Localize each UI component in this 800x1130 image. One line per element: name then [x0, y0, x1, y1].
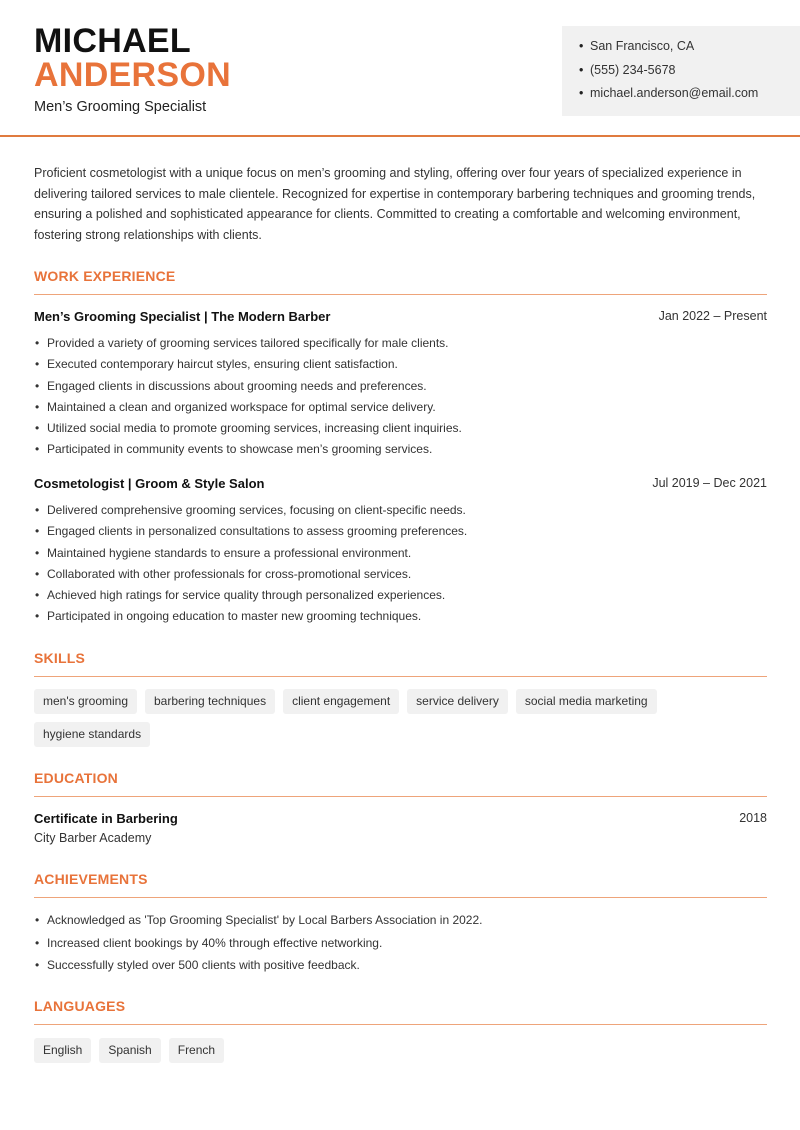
section-title-achievements: ACHIEVEMENTS — [34, 871, 148, 887]
education-school: City Barber Academy — [34, 831, 152, 845]
education-degree: Certificate in Barbering — [34, 811, 178, 826]
job-role: Men’s Grooming Specialist | The Modern Barber — [34, 309, 331, 324]
skill-chip: social media marketing — [516, 689, 657, 714]
achievements-list — [34, 912, 767, 980]
languages-list — [34, 1038, 767, 1063]
bullet-item: • Maintained a clean and organized workspace for optimal service delivery. — [34, 399, 767, 420]
job-role: Cosmetologist | Groom & Style Salon — [34, 476, 265, 491]
bullet-item: • Participated in community events to showcase men’s grooming services. — [34, 441, 767, 462]
section-title-work: WORK EXPERIENCE — [34, 268, 176, 284]
contact-location: • San Francisco, CA — [579, 38, 800, 62]
bullet-item: • Collaborated with other professionals for cross-promotional services. — [34, 566, 767, 587]
skill-chip: hygiene standards — [34, 722, 150, 747]
language-chip: Spanish — [99, 1038, 160, 1063]
section-divider — [34, 1024, 767, 1025]
bullet-item: • Participated in ongoing education to master new grooming techniques. — [34, 608, 767, 629]
contact-box — [562, 26, 800, 116]
skill-chip: client engagement — [283, 689, 399, 714]
section-divider — [34, 676, 767, 677]
achievement-item: • Increased client bookings by 40% through effective networking. — [34, 935, 767, 958]
section-title-languages: LANGUAGES — [34, 998, 126, 1014]
skill-chip: men's grooming — [34, 689, 137, 714]
bullet-item: • Engaged clients in discussions about grooming needs and preferences. — [34, 378, 767, 399]
language-chip: English — [34, 1038, 91, 1063]
job-dates: Jan 2022 – Present — [658, 309, 767, 323]
bullet-item: • Maintained hygiene standards to ensure a professional environment. — [34, 545, 767, 566]
section-divider — [34, 294, 767, 295]
language-chip: French — [169, 1038, 224, 1063]
section-title-education: EDUCATION — [34, 770, 118, 786]
bullet-item: • Provided a variety of grooming services tailored specifically for male clients. — [34, 335, 767, 356]
section-divider — [34, 897, 767, 898]
section-title-skills: SKILLS — [34, 650, 85, 666]
skill-chip: service delivery — [407, 689, 508, 714]
achievement-item: • Acknowledged as 'Top Grooming Specialist' by Local Barbers Association in 2022. — [34, 912, 767, 935]
contact-email: • michael.anderson@email.com — [579, 85, 800, 109]
summary: Proficient cosmetologist with a unique focus on men’s grooming and styling, offering over four years of specialized experience in delivering tailored services to male clientele. Recognized for expertise in contemporary barbering techniques and grooming trends, ensuring a polished and sophisticated appearance for clients. Committed to creating a comfortable and welcoming environment, fostering strong relationships with clients. — [34, 166, 756, 243]
job-header — [34, 309, 767, 327]
resume-header — [0, 0, 800, 137]
job-bullets — [34, 502, 767, 630]
contact-phone: • (555) 234-5678 — [579, 62, 800, 86]
bullet-item: • Utilized social media to promote grooming services, increasing client inquiries. — [34, 420, 767, 441]
job-title: Men’s Grooming Specialist — [34, 99, 207, 115]
skills-list — [34, 689, 767, 747]
bullet-item: • Achieved high ratings for service quality through personalized experiences. — [34, 587, 767, 608]
job-dates: Jul 2019 – Dec 2021 — [652, 476, 767, 490]
section-divider — [34, 796, 767, 797]
last-name: ANDERSON — [34, 56, 231, 94]
bullet-item: • Executed contemporary haircut styles, ensuring client satisfaction. — [34, 356, 767, 377]
first-name: MICHAEL — [34, 22, 191, 60]
education-year: 2018 — [739, 811, 767, 825]
bullet-item: • Delivered comprehensive grooming services, focusing on client-specific needs. — [34, 502, 767, 523]
skill-chip: barbering techniques — [145, 689, 275, 714]
bullet-item: • Engaged clients in personalized consultations to assess grooming preferences. — [34, 523, 767, 544]
achievement-item: • Successfully styled over 500 clients with positive feedback. — [34, 957, 767, 980]
job-bullets — [34, 335, 767, 463]
job-header — [34, 476, 767, 494]
